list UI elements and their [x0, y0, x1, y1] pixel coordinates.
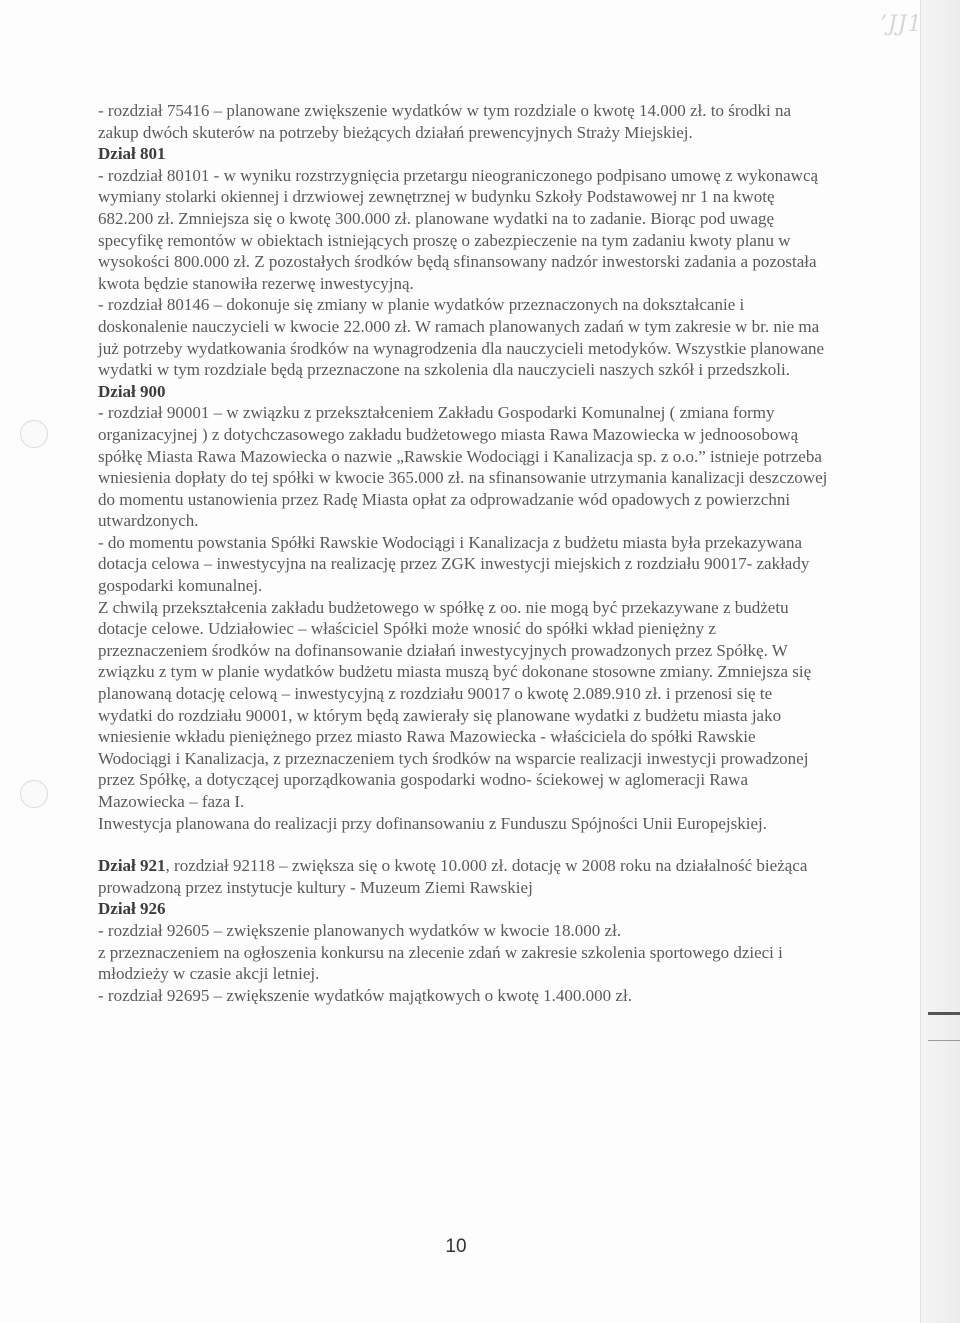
heading-dzial-926: Dział 926	[98, 899, 166, 919]
heading-dzial-900: Dział 900	[98, 381, 166, 401]
heading-dzial-921: Dział 921	[98, 856, 166, 876]
paragraph-80101: - rozdział 80101 - w wyniku rozstrzygnięcia przetargu nieograniczonego podpisano umowę z wykonawcą wymiany stolarki okiennej i drzwiowej zewnętrznej w budynku Szkoły Podstawowej nr 1 na kwotę 682.200 zł. Zmniejsza się o kwotę 300.000 zł. planowane wydatki na to zadanie. Biorąc pod uwagę specyfikę remontów w obiektach istniejących proszę o zabezpieczenie na tym zadaniu kwoty planu w wysokości 800.000 zł. Z pozostałych środków będą sfinansowany nadzór inwestorski zadania a pozostała kwota będzie stanowiła rezerwę inwestycyjną.	[98, 165, 819, 293]
punch-hole-bottom	[20, 780, 48, 808]
edge-mark	[928, 1012, 960, 1015]
spacer	[98, 834, 828, 855]
page-edge-shadow	[920, 0, 960, 1323]
paragraph-92118-text: , rozdział 92118 – zwiększa się o kwotę 10.000 zł. dotację w 2008 roku na działalność bieżąca prowadzoną przez instytucje kultury - Muzeum Ziemi Rawskiej	[98, 856, 808, 897]
paragraph-spolka-history: - do momentu powstania Spółki Rawskie Wodociągi i Kanalizacja z budżetu miasta była przekazywana dotacja celowa – inwestycyjna na realizację przez ZGK inwestycji miejskich z rozdziału 90017- zakłady gospodarki komunalnej.	[98, 532, 810, 596]
paragraph-92605: - rozdział 92605 – zwiększenie planowanych wydatków w kwocie 18.000 zł.	[98, 920, 622, 940]
paragraph-90001: - rozdział 90001 – w związku z przekształceniem Zakładu Gospodarki Komunalnej ( zmiana formy organizacyjnej ) z dotychczasowego zakładu budżetowego miasta Rawa Mazowiecka w jednoosobową spółkę Miasta Rawa Mazowiecka o nazwie „Rawskie Wodociągi i Kanalizacja sp. z o.o.” istnieje potrzeba wniesienia dopłaty do tej spółki w kwocie 365.000 zł. na sfinansowanie utrzymania kanalizacji deszczowej do momentu ustanowienia przez Radę Miasta opłat za odprowadzanie wód opadowych z powierzchni utwardzonych.	[98, 403, 828, 531]
paragraph-92695: - rozdział 92695 – zwiększenie wydatków majątkowych o kwotę 1.400.000 zł.	[98, 985, 632, 1005]
paragraph-80146: - rozdział 80146 – dokonuje się zmiany w planie wydatków przeznaczonych na dokształcanie i doskonalenie nauczycieli w kwocie 22.000 zł. W ramach planowanych zadań w tym zakresie w br. nie ma już potrzeby wydatkowania środków na wynagrodzenia dla nauczycieli metodyków. Wszystkie planowane wydatki w tym rozdziale będą przeznaczone na szkolenia dla nauczycieli naszych szkół i przedszkoli.	[98, 295, 825, 380]
page-number: 10	[445, 1236, 467, 1257]
edge-mark-thin	[928, 1040, 960, 1041]
punch-hole-top	[20, 420, 48, 448]
heading-dzial-801: Dział 801	[98, 144, 166, 164]
paragraph-92605-purpose: z przeznaczeniem na ogłoszenia konkursu na zlecenie zdań w zakresie szkolenia sportowego dzieci i młodzieży w czasie akcji letniej.	[98, 942, 783, 984]
document-body	[98, 100, 828, 1006]
paragraph-92118	[98, 855, 828, 898]
handwritten-page-note: ’JJ1	[880, 12, 923, 37]
paragraph-75416: - rozdział 75416 – planowane zwiększenie wydatków w tym rozdziale o kwotę 14.000 zł. to środki na zakup dwóch skuterów na potrzeby bieżących działań prewencyjnych Straży Miejskiej.	[98, 101, 792, 142]
paragraph-spolka-transformation: Z chwilą przekształcenia zakładu budżetowego w spółkę z oo. nie mogą być przekazywane z budżetu dotacje celowe. Udziałowiec – właściciel Spółki może wnosić do spółki wkład pieniężny z przeznaczeniem środków na dofinansowanie działań inwestycyjnych prowadzonych przez Spółkę. W związku z tym w planie wydatków budżetu miasta muszą być dokonane stosowne zmiany. Zmniejsza się planowaną dotację celową – inwestycyjną z rozdziału 90017 o kwotę 2.089.910 zł. i przenosi się te wydatki do rozdziału 90001, w którym będą zawierały się planowane wydatki z budżetu miasta jako wniesienie wkładu pieniężnego przez miasto Rawa Mazowiecka - właściciela do spółki Rawskie Wodociągi i Kanalizacja, z przeznaczeniem tych środków na wsparcie realizacji inwestycji prowadzonej przez Spółkę, a dotyczącej uporządkowania gospodarki wodno- ściekowej w aglomeracji Rawa Mazowiecka – faza I.	[98, 597, 812, 811]
paragraph-fundusz-spojnosci: Inwestycja planowana do realizacji przy dofinansowaniu z Funduszu Spójności Unii Europejskiej.	[98, 813, 767, 833]
